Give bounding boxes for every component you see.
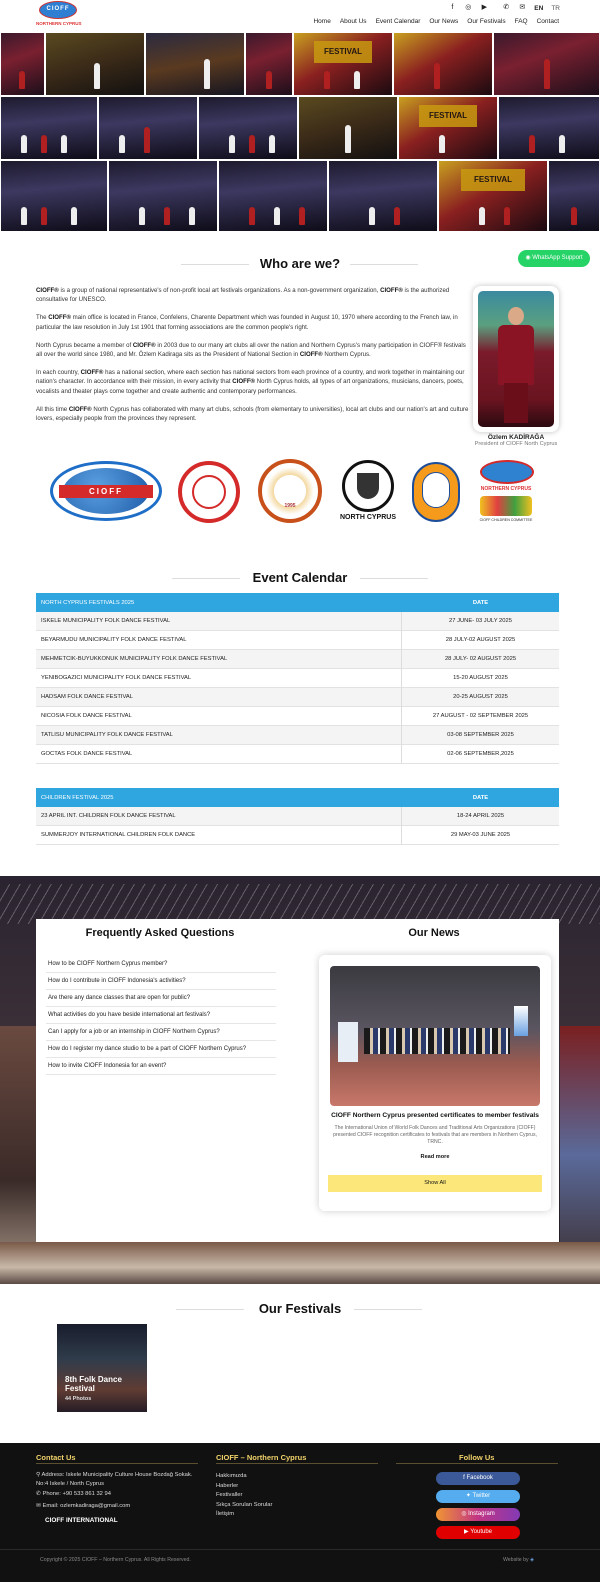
section-title-festivals: Our Festivals bbox=[0, 1301, 600, 1316]
municipality-logo bbox=[412, 462, 460, 522]
gallery-photo[interactable] bbox=[45, 32, 145, 96]
nav-news[interactable]: Our News bbox=[429, 18, 459, 25]
president-role: President of CIOFF North Cyprus bbox=[474, 441, 558, 447]
festival-album-title: 8th Folk Dance Festival bbox=[65, 1375, 122, 1393]
nav-festivals[interactable]: Our Festivals bbox=[467, 18, 506, 25]
faq-item[interactable]: Can I apply for a job or an internship in CIOFF Northern Cyprus? bbox=[46, 1024, 276, 1041]
youtube-icon: ▶ bbox=[464, 1529, 471, 1535]
read-more-link[interactable]: Read more bbox=[420, 1154, 450, 1160]
children-festival-table-2025 bbox=[36, 788, 559, 845]
footer-phone[interactable]: ✆ Phone: +90 533 861 32 94 bbox=[36, 1491, 111, 1497]
faq-item[interactable]: How to be CIOFF Northern Cyprus member? bbox=[46, 956, 276, 973]
site-header bbox=[0, 0, 600, 32]
facebook-icon: f bbox=[463, 1475, 467, 1481]
instagram-icon: ◎ bbox=[461, 1511, 469, 1517]
president-photo-frame bbox=[473, 286, 559, 432]
gallery-photo[interactable] bbox=[293, 32, 393, 96]
logo-subtitle: NORTHERN CYPRUS bbox=[36, 21, 82, 26]
table-body bbox=[36, 807, 559, 845]
gallery-photo[interactable] bbox=[298, 96, 398, 160]
instagram-button[interactable]: ◎ Instagram bbox=[436, 1508, 520, 1521]
about-text bbox=[36, 286, 470, 432]
footer-email[interactable]: ✉ Email: ozlemkadiraga@gmail.com bbox=[36, 1503, 131, 1509]
news-title: Our News bbox=[408, 927, 460, 939]
footer-link-contact[interactable]: İletişim bbox=[216, 1511, 235, 1517]
table-header: CHILDREN FESTIVAL 2025 DATE bbox=[36, 788, 559, 807]
lang-tr[interactable]: TR bbox=[551, 4, 560, 12]
table-body bbox=[36, 612, 559, 764]
gallery-photo[interactable] bbox=[245, 32, 293, 96]
festival-banner: FESTIVAL bbox=[314, 41, 373, 63]
cioff-international-link[interactable]: CIOFF INTERNATIONAL bbox=[45, 1517, 118, 1524]
gallery-photo[interactable] bbox=[0, 96, 98, 160]
table-row: TATLISU MUNICIPALITY FOLK DANCE FESTIVAL 03-08 SEPTEMBER 2025 bbox=[36, 726, 559, 745]
gallery-photo[interactable] bbox=[108, 160, 218, 232]
top-utility-bar bbox=[448, 3, 560, 13]
copyright-text: Copyright © 2025 CIOFF – Northern Cyprus. All Rights Reserved. bbox=[40, 1557, 191, 1563]
location-icon: ⚲ bbox=[36, 1472, 42, 1478]
gallery-photo[interactable] bbox=[328, 160, 438, 232]
about-paragraph: North Cyprus became a member of CIOFF® in 2003 due to our many art clubs all over the nation and Northern Cyprus's many participation in CIOFF® festivals all over the world since 1980, and Mr. Özlem Kadiraga sits as the President of National Section in CIOFF® Northern Cyprus. bbox=[36, 341, 466, 359]
faq-item[interactable]: How do I contribute in CIOFF Indonesia's activities? bbox=[46, 973, 276, 990]
cioff-children-committee-logo: NORTHERN CYPRUS CIOFF CHILDREN COMMITTEE bbox=[476, 460, 536, 526]
footer-address: ⚲ Address: Iskele Municipality Culture House Bozdağ Sokak. No:4 Iskele / North Cyprus bbox=[36, 1472, 193, 1487]
logo-text: CIOFF bbox=[46, 6, 70, 12]
phone-icon: ✆ bbox=[36, 1491, 43, 1497]
footer-link-faq[interactable]: Sıkça Sorulan Sorular bbox=[216, 1501, 273, 1508]
phone-icon[interactable]: ✆ bbox=[503, 4, 510, 11]
faq-item[interactable]: What activities do you have beside international art festivals? bbox=[46, 1007, 276, 1024]
website-by[interactable]: Website by ◈ bbox=[503, 1557, 535, 1563]
news-article-title[interactable]: CIOFF Northern Cyprus presented certificates to member festivals bbox=[331, 1112, 539, 1119]
dance-association-logo: 1995 bbox=[258, 459, 322, 523]
mail-icon[interactable]: ✉ bbox=[519, 4, 526, 11]
whatsapp-icon: ◉ bbox=[525, 255, 533, 261]
about-paragraph: All this time CIOFF® North Cyprus has collaborated with many art clubs, schools (from elementary to universities), local art clubs and our nation's art and culture lovers, especially people from the provinces they represent. bbox=[36, 405, 469, 423]
table-row: SUMMERJOY INTERNATIONAL CHILDREN FOLK DANCE 29 MAY-03 JUNE 2025 bbox=[36, 826, 559, 845]
whatsapp-support-button[interactable] bbox=[518, 250, 590, 267]
footer-link-news[interactable]: Haberler bbox=[216, 1482, 239, 1489]
twitter-icon: ✦ bbox=[465, 1493, 473, 1499]
table-row: NICOSIA FOLK DANCE FESTIVAL 27 AUGUST - 02 SEPTEMBER 2025 bbox=[36, 707, 559, 726]
gallery-photo[interactable] bbox=[145, 32, 245, 96]
festival-table-2025 bbox=[36, 593, 559, 764]
north-cyprus-logo-text: NORTH CYPRUS bbox=[339, 514, 396, 521]
lang-en[interactable]: EN bbox=[534, 4, 544, 12]
faq-title: Frequently Asked Questions bbox=[85, 927, 235, 939]
table-row: MEHMETCIK-BUYUKKONUK MUNICIPALITY FOLK DANCE FESTIVAL 28 JULY- 02 AUGUST 2025 bbox=[36, 650, 559, 669]
gallery-photo[interactable] bbox=[398, 96, 498, 160]
nav-contact[interactable]: Contact bbox=[536, 18, 559, 25]
table-row: 23 APRIL INT. CHILDREN FOLK DANCE FESTIVAL 18-24 APRIL 2025 bbox=[36, 807, 559, 826]
nav-home[interactable]: Home bbox=[313, 18, 331, 25]
table-row: GOCTAS FOLK DANCE FESTIVAL 02-06 SEPTEMBER,2025 bbox=[36, 745, 559, 764]
footer-follow-title: Follow Us bbox=[459, 1453, 495, 1462]
festival-banner: FESTIVAL bbox=[461, 169, 526, 191]
festival-album-card[interactable] bbox=[57, 1324, 147, 1412]
faq-item[interactable]: Are there any dance classes that are open for public? bbox=[46, 990, 276, 1007]
logo-globe bbox=[39, 1, 77, 19]
about-paragraph: The CIOFF® main office is located in France, Confelens, Charente Department which was founded in August 10, 1970 where according to the French law, in particular the law resolution in July 1st 1901 that forming associations are the common people's right. bbox=[36, 314, 458, 331]
table-row: HADSAM FOLK DANCE FESTIVAL 20-25 AUGUST 2025 bbox=[36, 688, 559, 707]
about-paragraph: CIOFF® is a group of national representative's of non-profit local art festivals organizations. As a non-government organization, CIOFF® is the authorized consultative for UNESCO. bbox=[36, 287, 450, 304]
about-paragraph: In each country, CIOFF® has a national section, where each section has national sectors from each province of a country, and work together in maintaining our nation's character. In accordance with their mission, in every activity that CIOFF® North Cyprus holds, all types of art organizations, musicians, dancers, poets, vocalists and theater plays come together and create authentic and contemporary performances. bbox=[36, 368, 465, 395]
nav-about[interactable]: About Us bbox=[339, 18, 367, 25]
youtube-icon[interactable]: ▶ bbox=[481, 4, 487, 11]
festival-banner: FESTIVAL bbox=[419, 105, 478, 127]
whatsapp-label: WhatsApp Support bbox=[532, 255, 583, 261]
gallery-photo[interactable] bbox=[438, 160, 548, 232]
section-title-calendar: Event Calendar bbox=[0, 570, 600, 585]
gallery-photo[interactable] bbox=[0, 32, 45, 96]
news-image[interactable] bbox=[330, 966, 540, 1106]
gallery-photo[interactable] bbox=[98, 96, 198, 160]
show-all-button[interactable]: Show All bbox=[328, 1175, 542, 1192]
president-profile bbox=[473, 286, 559, 447]
nav-event-calendar[interactable]: Event Calendar bbox=[375, 18, 421, 25]
news-article-description: The International Union of World Folk Dances and Traditional Arts Organizations (CIOFF) presented CIOFF recognition certificates to festivals that are members in Northern Cyprus, TRNC. bbox=[333, 1125, 537, 1146]
facebook-icon[interactable]: f bbox=[451, 4, 454, 11]
table-row: YENIBOGAZICI MUNICIPALITY FOLK DANCE FESTIVAL 15-20 AUGUST 2025 bbox=[36, 669, 559, 688]
faq-item[interactable]: How to invite CIOFF Indonesia for an event? bbox=[46, 1058, 276, 1075]
mail-icon: ✉ bbox=[36, 1503, 43, 1509]
gallery-photo[interactable] bbox=[0, 160, 108, 232]
gallery-photo[interactable] bbox=[393, 32, 493, 96]
festival-album-photo-count: 44 Photos bbox=[65, 1396, 92, 1402]
folklore-festival-logo bbox=[178, 461, 240, 523]
gallery-photo[interactable] bbox=[198, 96, 298, 160]
cioff-logo-large: CIOFF bbox=[50, 461, 162, 521]
footer-links-title: CIOFF – Northern Cyprus bbox=[216, 1453, 307, 1462]
north-cyprus-association-logo bbox=[342, 460, 394, 512]
youtube-button[interactable]: ▶ Youtube bbox=[436, 1526, 520, 1539]
partner-logos bbox=[0, 458, 600, 528]
instagram-icon[interactable]: ◎ bbox=[465, 4, 472, 11]
footer-link-about[interactable]: Hakkımızda bbox=[216, 1473, 247, 1479]
gallery-photo[interactable] bbox=[548, 160, 600, 232]
footer-contact-title: Contact Us bbox=[36, 1453, 76, 1462]
facebook-button[interactable]: f Facebook bbox=[436, 1472, 520, 1485]
gallery-photo[interactable] bbox=[493, 32, 600, 96]
gallery-photo[interactable] bbox=[498, 96, 600, 160]
faq-list bbox=[46, 956, 276, 1075]
president-photo bbox=[478, 291, 554, 427]
cioff-logo[interactable] bbox=[36, 1, 82, 31]
hero-photo-gallery bbox=[0, 32, 600, 232]
news-card bbox=[319, 955, 551, 1211]
table-row: BEYARMUDU MUNICIPALITY FOLK DANCE FESTIVAL 28 JULY-02 AUGUST 2025 bbox=[36, 631, 559, 650]
faq-item[interactable]: How do I register my dance studio to be a part of CIOFF Northern Cyprus? bbox=[46, 1041, 276, 1058]
twitter-button[interactable]: ✦ Twitter bbox=[436, 1490, 520, 1503]
footer-link-festivals[interactable]: Festivaller bbox=[216, 1492, 243, 1498]
gallery-photo[interactable] bbox=[218, 160, 328, 232]
section-title-about: Who are we? bbox=[0, 256, 600, 271]
table-row: ISKELE MUNICIPALITY FOLK DANCE FESTIVAL 27 JUNE- 03 JULY 2025 bbox=[36, 612, 559, 631]
table-header: NORTH CYPRUS FESTIVALS 2025 DATE bbox=[36, 593, 559, 612]
president-name: Özlem KADİRAĞA bbox=[487, 434, 545, 441]
developer-logo-icon: ◈ bbox=[530, 1557, 535, 1563]
nav-faq[interactable]: FAQ bbox=[514, 18, 528, 25]
main-nav bbox=[313, 18, 559, 25]
